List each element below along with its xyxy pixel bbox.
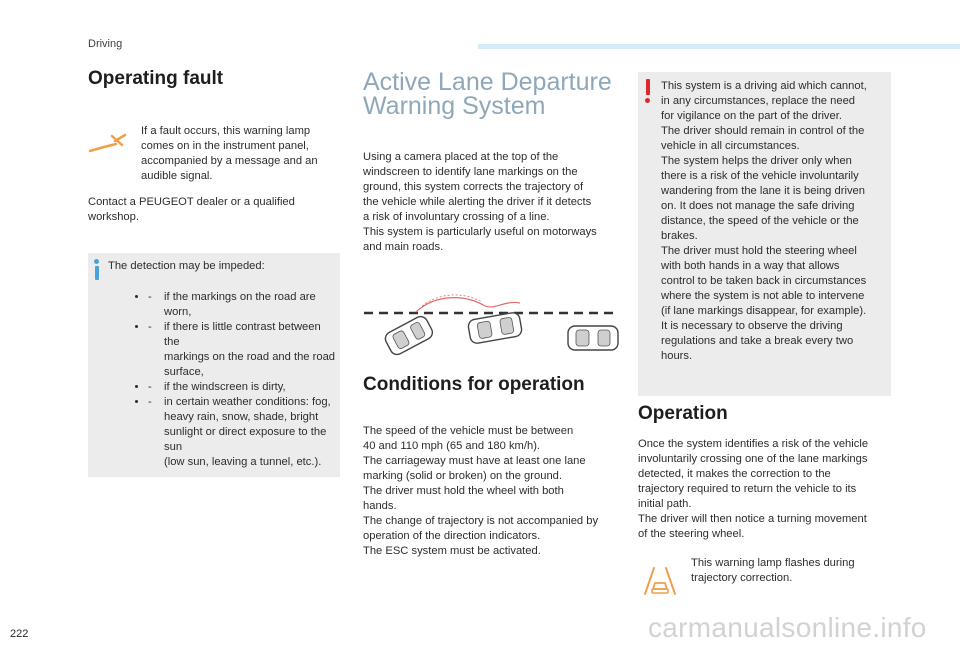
list-item: • - if the markings on the road are worn, [148, 290, 336, 320]
list-item: • - if there is little contrast between the markings on the road and the road surface, [148, 320, 336, 380]
detection-note-content [108, 259, 336, 486]
alds-title-line1: Active Lane Departure [363, 68, 612, 96]
note-list [108, 290, 336, 470]
contact-dealer-text: Contact a PEUGEOT dealer or a qualified workshop. [88, 196, 295, 223]
watermark: carmanualsonline.info [648, 612, 927, 643]
page-number: 222 [10, 628, 29, 640]
note-intro: The detection may be impeded: [108, 260, 265, 272]
operating-fault-title: Operating fault [88, 68, 224, 89]
conditions-text: The speed of the vehicle must be between 40 and 110 mph (65 and 180 km/h). The carriageway must have at least one lane marking (solid or broken) on the ground. The driver must hold the wheel with both hands. The change of trajectory is not accompanied by operation of the direction indicators. The ESC system must be activated. [363, 425, 599, 557]
cars-lane-diagram [360, 290, 620, 362]
lane-departure-fault-icon [88, 132, 130, 154]
list-item: • - if the windscreen is dirty, [148, 380, 336, 395]
conditions-title: Conditions for operation [363, 374, 585, 395]
section-label: Driving [88, 38, 123, 50]
operation-text: Once the system identifies a risk of the vehicle involuntarily crossing one of the lane markings detected, it makes the correction to the trajectory required to return the vehicle to its initial path. The driver will then notice a turning movement of the steering wheel. [638, 438, 869, 540]
alds-title [363, 70, 623, 118]
section-header-bar [478, 44, 960, 49]
lane-warning-lamp-icon [641, 564, 679, 596]
alds-title-line2: Warning System [363, 92, 546, 120]
list-item: • - in certain weather conditions: fog, heavy rain, snow, shade, bright sunlight or direct exposure to the sun (low sun, leaving a tunnel, etc.). [148, 395, 336, 470]
fault-lamp-description: If a fault occurs, this warning lamp comes on in the instrument panel, accompanied by a message and an audible signal. [141, 125, 318, 182]
alds-intro: Using a camera placed at the top of the windscreen to identify lane markings on the ground, this system corrects the trajectory of the vehicle while alerting the driver if it detects a risk of involuntary crossing of a line. This system is particularly useful on motorways and main roads. [363, 151, 597, 253]
lamp-flash-text: This warning lamp flashes during trajectory correction. [691, 557, 855, 584]
warning-text: This system is a driving aid which cannot, in any circumstances, replace the need for vigilance on the part of the driver. The driver should remain in control of the vehicle in all circumstances. The system helps the driver only when there is a risk of the vehicle involuntarily wandering from the lane it is being driven on. It does not manage the safe driving distance, the speed of the vehicle or the brakes. The driver must hold the steering wheel with both hands in a way that allows control to be taken back in circumstances where the system is not able to intervene (if lane markings disappear, for example). It is necessary to observe the driving regulations and take a break every two hours. [661, 80, 867, 362]
operation-title: Operation [638, 403, 728, 424]
